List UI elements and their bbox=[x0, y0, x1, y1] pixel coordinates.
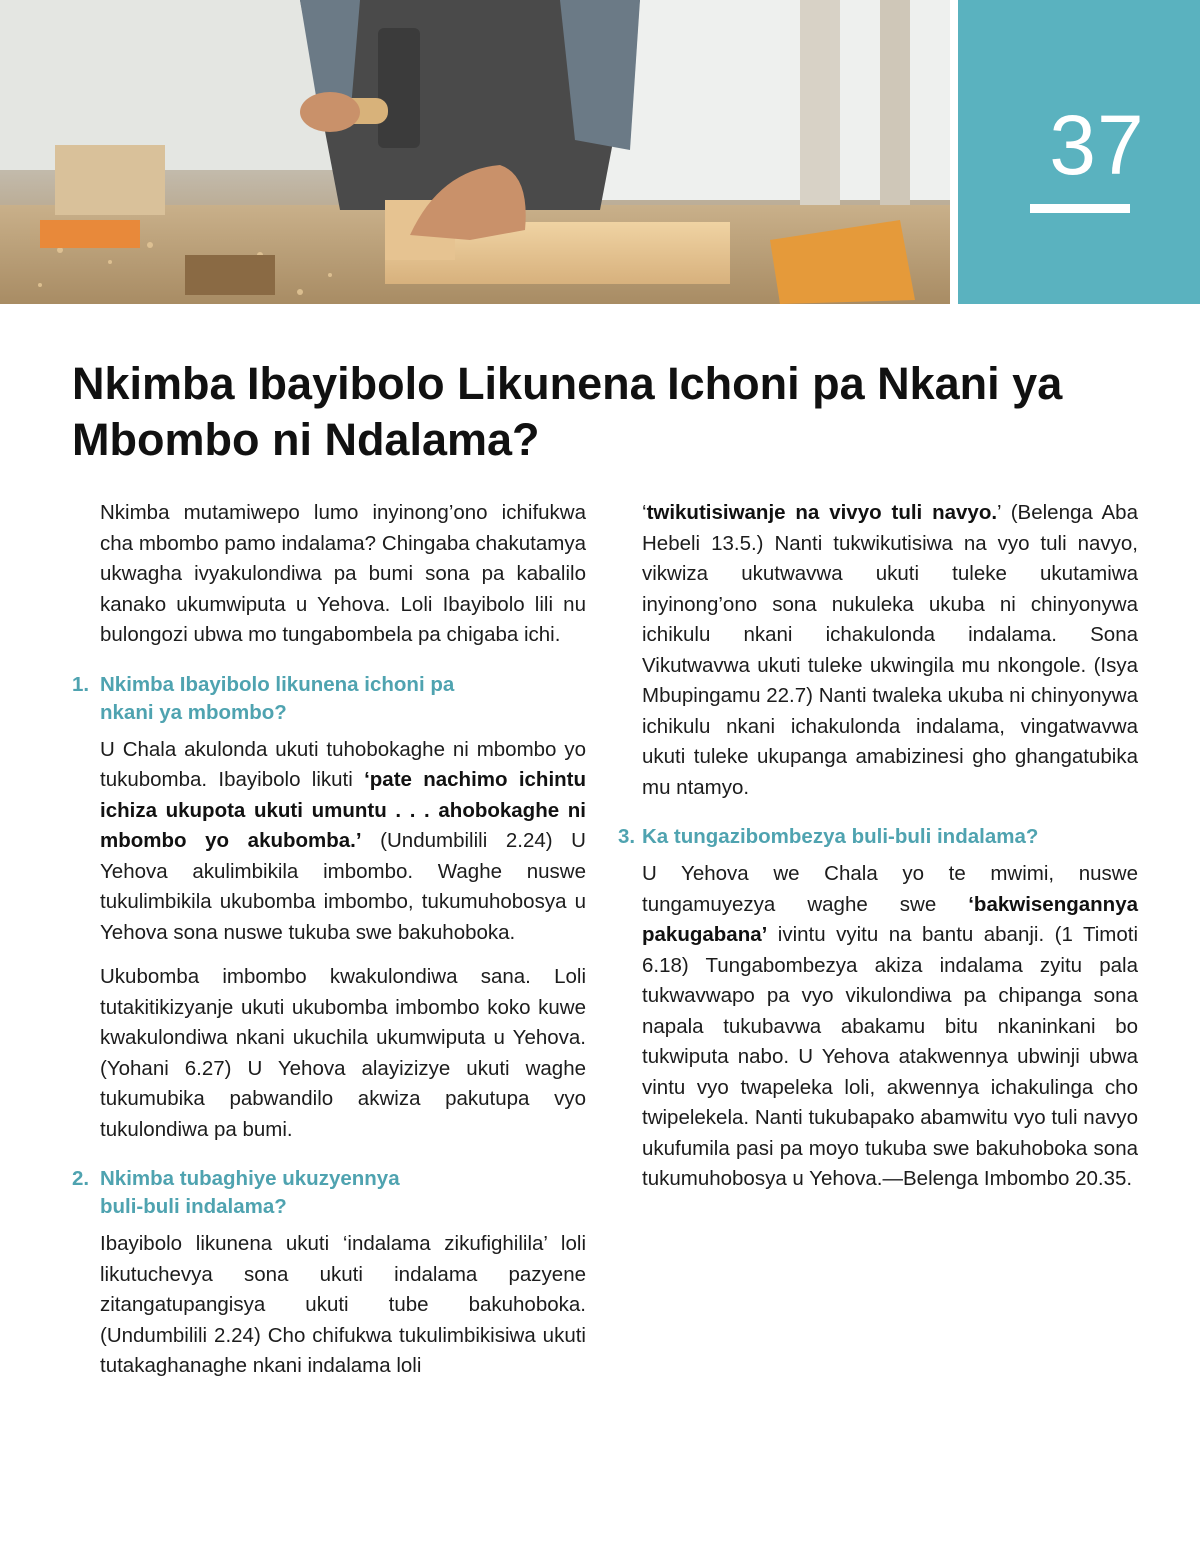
question-number: 1. bbox=[72, 672, 90, 696]
question-heading-3 bbox=[618, 823, 1138, 851]
header-divider bbox=[950, 0, 958, 304]
section-3-paragraph-1 bbox=[618, 859, 1138, 1195]
header-photo bbox=[0, 0, 950, 304]
left-column bbox=[72, 498, 586, 1396]
bold-quote: twikutisiwanje na vivyo tuli navyo. bbox=[646, 501, 998, 524]
question-text: Nkimba tubaghiye ukuzyennya buli-buli indalama? bbox=[100, 1167, 400, 1218]
lesson-number-box bbox=[958, 0, 1200, 304]
question-heading-1 bbox=[72, 671, 586, 727]
lesson-number-rule bbox=[1030, 204, 1130, 213]
paragraph-text: ivintu vyitu na bantu abanji. (1 Timoti 6.18) Tungabombezya akiza indalama zyitu pala tukwavwapo pa vyo vikulondiwa pa chipanga sona napala tukubavwa abakamu bitu nkaninkani bo tukwiputa nabo. U Yehova atakwennya ubwinji ubwa vintu vyo twapeleka loli, akwennya ichakulinga cho twipelekela. Nanti tukubapako abamwitu vyo tuli navyo ukufumila pasi pa moyo tukuba swe bakuhoboka sona tukumuhobosya u Yehova.—Belenga Imbombo 20.35. bbox=[642, 923, 1138, 1190]
question-number: 2. bbox=[72, 1167, 90, 1190]
paragraph-text: U Chala akulonda ukuti tuhobokaghe ni mbombo yo tukubomba. Ibayibolo likuti bbox=[100, 737, 586, 791]
section-2-paragraph-1-continued bbox=[618, 498, 1138, 803]
section-2-paragraph-1: Ibayibolo likunena ukuti ‘indalama zikufighilila’ loli likutuchevya sona ukuti indalama pazyene zitangatupangisya ukuti tube bakuhoboka. (Undumbilili 2.24) Cho chifukwa tukulimbikisiwa ukuti tutakaghanaghe nkani indalama loli bbox=[100, 1232, 586, 1377]
question-number: 3. bbox=[618, 825, 636, 848]
right-column bbox=[618, 498, 1138, 1209]
paragraph-text: ‘ bbox=[642, 501, 647, 524]
paragraph-text: U Yehova we Chala yo te mwimi, nuswe tungamuyezya waghe swe bbox=[642, 862, 1138, 916]
section-1-paragraph-2: Ukubomba imbombo kwakulondiwa sana. Loli tutakitikizyanje ukuti ukubomba imbombo koko kuwe kwakulondiwa nkani ukuchila ukumwiputa u Yehova. (Yohani 6.27) U Yehova alayizizye ukuti waghe tukumubika pabwandilo akwiza pakutupa vyo tukulondiwa pa bumi. bbox=[100, 965, 586, 1141]
carpenter-illustration bbox=[0, 0, 950, 304]
question-heading-2 bbox=[72, 1165, 586, 1221]
question-text: Ka tungazibombezya buli-buli indalama? bbox=[642, 825, 1039, 848]
bold-quote: ‘bakwisengannya pakugabana’ bbox=[642, 892, 1138, 946]
lesson-number: 37 bbox=[1049, 98, 1145, 192]
paragraph-text: ’ (Belenga Aba Hebeli 13.5.) Nanti tukwikutisiwa na vyo tuli navyo, vikwiza ukutwavwa ukuti tuleke ukutamiwa inyinong’ono sona nukuleka ukuba ni chinyonywa ichikulu nkani ichakulonda indalama. Sona Vikutwavwa ukuti tuleke ukwingila mu nkongole. (Isya Mbupingamu 22.7) Nanti twaleka ukuba ni chinyonywa ichikulu nkani ichakulonda indalama, vingatwavwa ukuti tuleke ukupanga amabizinesi gho ghangatubika mu ntamyo. bbox=[642, 501, 1138, 799]
question-text: Nkimba Ibayibolo likunena ichoni pa nkani ya mbombo? bbox=[100, 672, 455, 724]
intro-paragraph: Nkimba mutamiwepo lumo inyinong’ono ichifukwa cha mbombo pamo indalama? Chingaba chakutamya ukwagha ivyakulondiwa pa bumi sona pa kabalilo kanako ukumwiputa u Yehova. Loli Ibayibolo lili nu bulongozi ubwa mo tungabombela pa chigaba ichi. bbox=[100, 501, 586, 646]
section-1-paragraph-1 bbox=[72, 735, 586, 949]
paragraph-text: (Undumbilili 2.24) U Yehova akulimbikila imbombo. Waghe nuswe tukulimbikila ukubomba imbombo, tukumuhobosya u Yehova sona nuswe tukuba swe bakuhoboka. bbox=[100, 829, 586, 944]
bold-quote: ‘pate nachimo ichintu ichiza ukupota ukuti umuntu . . . ahobokaghe ni mbombo yo akubomba.’ bbox=[100, 768, 587, 852]
page-title: Nkimba Ibayibolo Likunena Ichoni pa Nkani ya Mbombo ni Ndalama? bbox=[72, 358, 1063, 465]
